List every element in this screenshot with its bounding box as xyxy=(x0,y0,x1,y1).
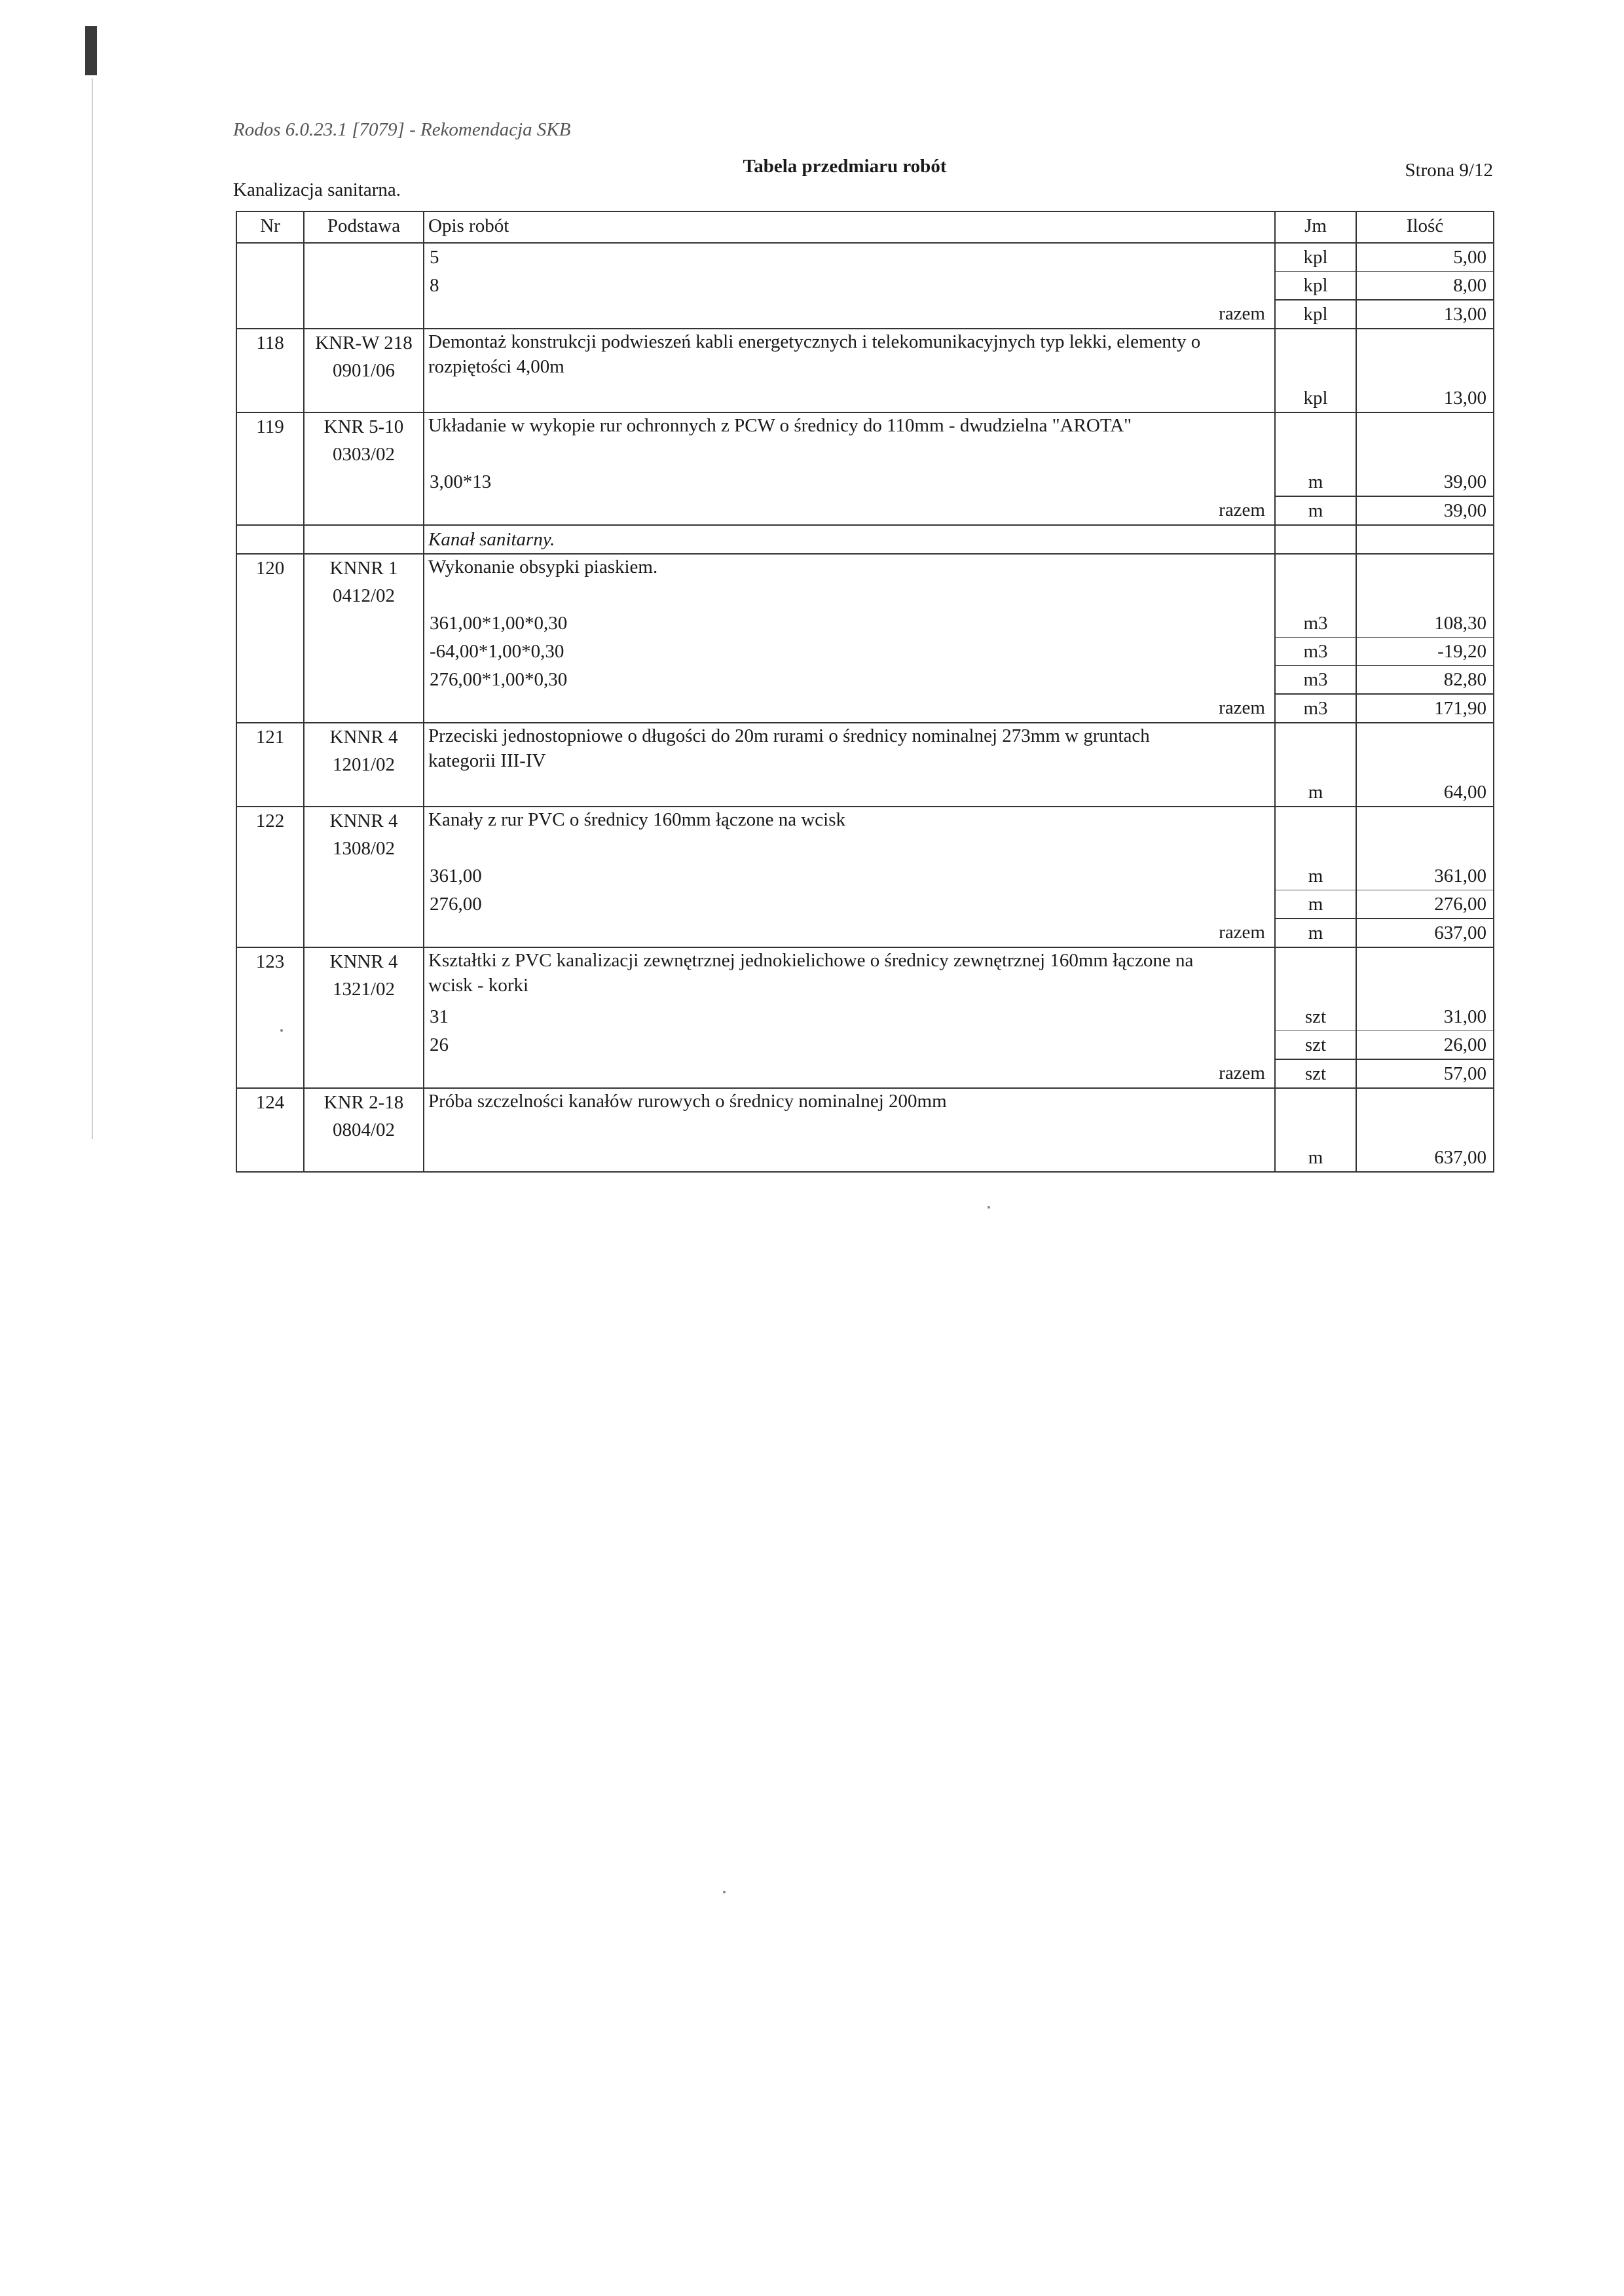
estimate-table xyxy=(236,211,1494,1173)
work-description: Układanie w wykopie rur ochronnych z PCW o średnicy do 110mm - dwudzielna "AROTA" xyxy=(424,412,1275,468)
page-number: Strona 9/12 xyxy=(1405,160,1493,181)
item-number: 124 xyxy=(236,1088,304,1144)
unit-cell: m3 xyxy=(1275,610,1356,638)
total-cell: 637,00 xyxy=(1356,919,1494,947)
basis-code: KNNR 1 0412/02 xyxy=(304,554,424,610)
table-row xyxy=(236,723,1494,778)
basis-code: KNR 5-10 0303/02 xyxy=(304,412,424,468)
scan-artifact xyxy=(85,26,97,75)
unit-cell: m3 xyxy=(1275,694,1356,723)
quantity-cell: 5,00 xyxy=(1356,243,1494,272)
table-row xyxy=(236,1003,1494,1031)
table-row xyxy=(236,329,1494,384)
quantity-cell: 82,80 xyxy=(1356,666,1494,695)
razem-label: razem xyxy=(424,694,1275,723)
table-row xyxy=(236,1144,1494,1172)
quantity-cell: 39,00 xyxy=(1356,468,1494,496)
table-row xyxy=(236,1031,1494,1060)
basis-code: KNR 2-18 0804/02 xyxy=(304,1088,424,1144)
table-header-row xyxy=(236,211,1494,243)
table-row xyxy=(236,694,1494,723)
table-row xyxy=(236,610,1494,638)
table-row xyxy=(236,554,1494,610)
table-row xyxy=(236,1088,1494,1144)
document-title: Tabela przedmiaru robót xyxy=(743,156,947,177)
item-number: 121 xyxy=(236,723,304,778)
scan-speck xyxy=(987,1206,990,1209)
header-jm: Jm xyxy=(1275,211,1356,243)
table-row xyxy=(236,890,1494,919)
measure-line: 361,00*1,00*0,30 xyxy=(424,610,1275,638)
table-row xyxy=(236,496,1494,525)
measure-line: 3,00*13 xyxy=(424,468,1275,496)
work-description: Kształtki z PVC kanalizacji zewnętrznej jednokielichowe o średnicy zewnętrznej 160mm łączone na wcisk - korki xyxy=(424,947,1275,1003)
unit-cell: kpl xyxy=(1275,272,1356,301)
unit-cell: m xyxy=(1275,778,1356,807)
quantity-cell: -19,20 xyxy=(1356,638,1494,666)
quantity-cell: 637,00 xyxy=(1356,1144,1494,1172)
section-title: Kanalizacja sanitarna. xyxy=(233,179,401,200)
measure-line: 276,00 xyxy=(424,890,1275,919)
table-row xyxy=(236,243,1494,272)
total-cell: 171,90 xyxy=(1356,694,1494,723)
basis-code: KNNR 4 1308/02 xyxy=(304,807,424,862)
header-nr: Nr xyxy=(236,211,304,243)
item-number: 123 xyxy=(236,947,304,1003)
unit-cell: kpl xyxy=(1275,384,1356,412)
subsection-title: Kanał sanitarny. xyxy=(424,525,1275,554)
basis-code: KNR-W 218 0901/06 xyxy=(304,329,424,384)
table-row xyxy=(236,1059,1494,1088)
unit-cell: kpl xyxy=(1275,243,1356,272)
unit-cell: szt xyxy=(1275,1059,1356,1088)
header-ilosc: Ilość xyxy=(1356,211,1494,243)
razem-label: razem xyxy=(424,1059,1275,1088)
unit-cell: m xyxy=(1275,496,1356,525)
quantity-cell: 64,00 xyxy=(1356,778,1494,807)
work-description: Przeciski jednostopniowe o długości do 20m rurami o średnicy nominalnej 273mm w gruntach kategorii III-IV xyxy=(424,723,1275,778)
measure-line: 8 xyxy=(424,272,1275,301)
table-row xyxy=(236,468,1494,496)
quantity-cell: 8,00 xyxy=(1356,272,1494,301)
table-row xyxy=(236,272,1494,301)
table-row xyxy=(236,638,1494,666)
quantity-cell: 13,00 xyxy=(1356,384,1494,412)
razem-label: razem xyxy=(424,496,1275,525)
table-row xyxy=(236,947,1494,1003)
table-row xyxy=(236,412,1494,468)
unit-cell: m3 xyxy=(1275,638,1356,666)
quantity-cell: 276,00 xyxy=(1356,890,1494,919)
software-header: Rodos 6.0.23.1 [7079] - Rekomendacja SKB xyxy=(233,119,571,140)
measure-line: 276,00*1,00*0,30 xyxy=(424,666,1275,695)
measure-line: 31 xyxy=(424,1003,1275,1031)
work-description: Demontaż konstrukcji podwieszeń kabli energetycznych i telekomunikacyjnych typ lekki, elementy o rozpiętości 4,00m xyxy=(424,329,1275,384)
unit-cell: m xyxy=(1275,468,1356,496)
item-number: 118 xyxy=(236,329,304,384)
table-row xyxy=(236,778,1494,807)
measure-line: -64,00*1,00*0,30 xyxy=(424,638,1275,666)
table-row xyxy=(236,919,1494,947)
unit-cell: m xyxy=(1275,862,1356,890)
table-row xyxy=(236,300,1494,329)
scan-speck xyxy=(280,1029,283,1032)
table-row xyxy=(236,807,1494,862)
unit-cell: kpl xyxy=(1275,300,1356,329)
subsection-row xyxy=(236,525,1494,554)
work-description: Kanały z rur PVC o średnicy 160mm łączone na wcisk xyxy=(424,807,1275,862)
razem-label: razem xyxy=(424,300,1275,329)
item-number: 120 xyxy=(236,554,304,610)
total-cell: 39,00 xyxy=(1356,496,1494,525)
header-opis: Opis robót xyxy=(424,211,1275,243)
unit-cell: m3 xyxy=(1275,666,1356,695)
unit-cell: szt xyxy=(1275,1031,1356,1060)
basis-code: KNNR 4 1201/02 xyxy=(304,723,424,778)
item-number: 119 xyxy=(236,412,304,468)
item-number: 122 xyxy=(236,807,304,862)
quantity-cell: 31,00 xyxy=(1356,1003,1494,1031)
razem-label: razem xyxy=(424,919,1275,947)
total-cell: 57,00 xyxy=(1356,1059,1494,1088)
measure-line: 26 xyxy=(424,1031,1275,1060)
unit-cell: m xyxy=(1275,890,1356,919)
quantity-cell: 26,00 xyxy=(1356,1031,1494,1060)
unit-cell: m xyxy=(1275,919,1356,947)
measure-line: 5 xyxy=(424,243,1275,272)
table-row xyxy=(236,862,1494,890)
header-podstawa: Podstawa xyxy=(304,211,424,243)
quantity-cell: 361,00 xyxy=(1356,862,1494,890)
scan-speck xyxy=(723,1891,726,1893)
table-row xyxy=(236,384,1494,412)
work-description: Wykonanie obsypki piaskiem. xyxy=(424,554,1275,610)
total-cell: 13,00 xyxy=(1356,300,1494,329)
unit-cell: m xyxy=(1275,1144,1356,1172)
scan-edge-line xyxy=(92,79,93,1139)
table-row xyxy=(236,666,1494,695)
unit-cell: szt xyxy=(1275,1003,1356,1031)
quantity-cell: 108,30 xyxy=(1356,610,1494,638)
measure-line: 361,00 xyxy=(424,862,1275,890)
work-description: Próba szczelności kanałów rurowych o średnicy nominalnej 200mm xyxy=(424,1088,1275,1144)
basis-code: KNNR 4 1321/02 xyxy=(304,947,424,1003)
